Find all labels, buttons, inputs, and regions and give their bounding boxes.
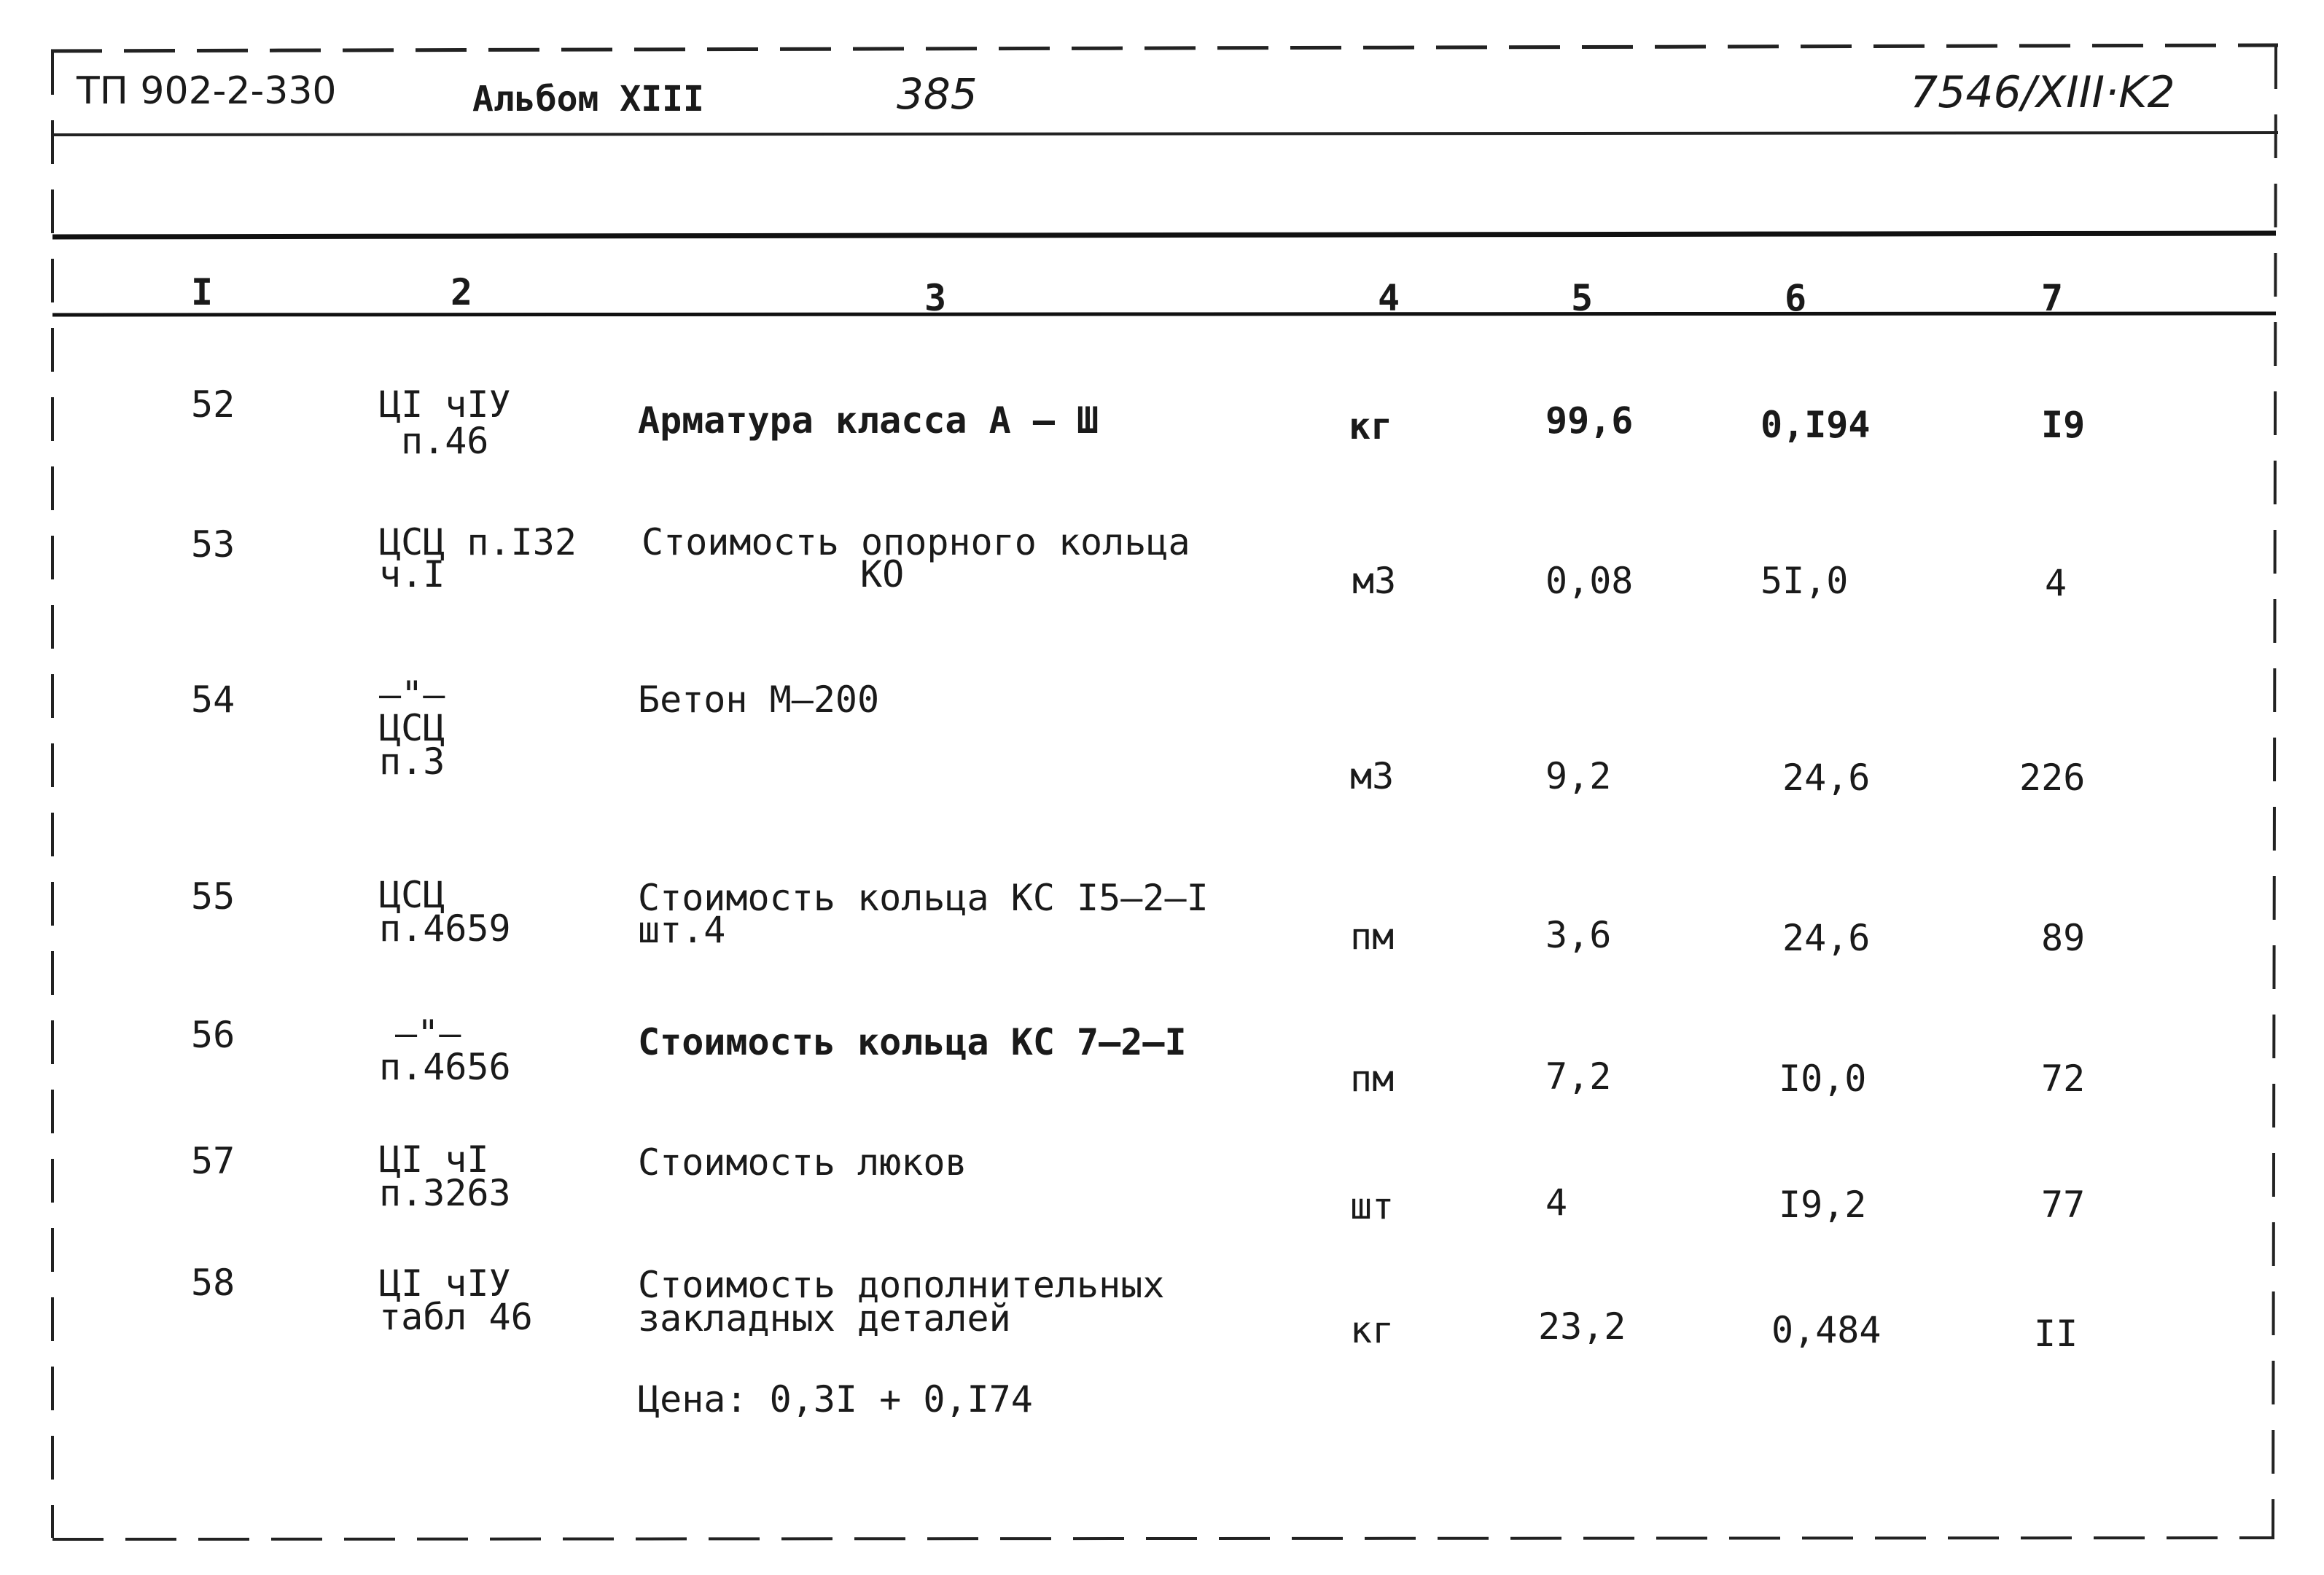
- row-total: 226: [2019, 757, 2086, 799]
- name-line: шт.4: [638, 909, 726, 951]
- row-source: [379, 673, 445, 783]
- row-unit: шт: [1350, 1185, 1395, 1227]
- row-number: 56: [191, 1014, 235, 1056]
- source-line: п.3: [379, 740, 445, 783]
- source-line: табл 46: [379, 1296, 533, 1338]
- row-source: [379, 1262, 533, 1338]
- row-name: Бетон М–200: [638, 679, 880, 721]
- row-number: 55: [191, 875, 235, 918]
- row-total: II: [2034, 1313, 2078, 1355]
- row-price: I9,2: [1779, 1184, 1867, 1226]
- row-quantity: 7,2: [1545, 1055, 1612, 1098]
- row-number: 54: [191, 679, 235, 721]
- source-line: п.3263: [379, 1172, 511, 1214]
- column-header-1: I: [191, 271, 214, 313]
- row-quantity: 23,2: [1538, 1305, 1626, 1348]
- row-total: 77: [2041, 1184, 2086, 1226]
- source-line: ЦСЦ: [379, 874, 445, 916]
- source-line: ЦI чI: [379, 1138, 489, 1181]
- row-quantity: 3,6: [1545, 914, 1612, 956]
- source-line: п.46: [401, 420, 489, 462]
- name-line: Стоимость опорного кольца: [642, 521, 1190, 563]
- row-total: 72: [2041, 1058, 2086, 1100]
- source-line: п.4659: [379, 907, 511, 950]
- row-price: 0,484: [1771, 1309, 1882, 1351]
- source-line: ЦСЦ п.I32: [379, 521, 577, 563]
- name-line: Стоимость дополнительных: [638, 1264, 1165, 1306]
- name-line: КО: [860, 553, 905, 595]
- row-source: [379, 874, 511, 950]
- row-name: Стоимость кольца КС 7–2–I: [638, 1021, 1187, 1063]
- row-total: 89: [2041, 917, 2086, 959]
- column-header-4: 4: [1378, 277, 1400, 319]
- column-header-6: 6: [1785, 277, 1807, 319]
- source-line: ЦI чIУ: [379, 1262, 511, 1305]
- row-unit: пм: [1350, 915, 1395, 958]
- row-price: 5I,0: [1760, 560, 1849, 602]
- album-label: Альбом XIII: [472, 79, 704, 120]
- project-code: ТП 902-2-330: [77, 69, 337, 113]
- row-number: 52: [191, 383, 235, 426]
- row-unit: кг: [1350, 1309, 1395, 1351]
- price-note: Цена: 0,3I + 0,I74: [638, 1378, 1033, 1420]
- row-unit: м3: [1350, 755, 1395, 797]
- row-quantity: 99,6: [1545, 399, 1634, 442]
- column-header-5: 5: [1571, 277, 1594, 319]
- row-quantity: 9,2: [1545, 755, 1612, 797]
- row-quantity: 4: [1545, 1181, 1568, 1224]
- row-unit: м3: [1352, 560, 1397, 602]
- row-name: [642, 521, 1190, 595]
- source-line: –"–: [395, 1012, 461, 1055]
- source-line: ЦСЦ: [379, 707, 445, 749]
- row-source: [379, 383, 511, 462]
- column-header-3: 3: [924, 277, 947, 319]
- source-line: п.4656: [379, 1046, 511, 1088]
- name-line: закладных деталей: [638, 1297, 1011, 1340]
- row-price: 24,6: [1782, 917, 1871, 959]
- row-source: [379, 521, 577, 595]
- column-header-7: 7: [2041, 277, 2064, 319]
- source-line: ЦI чIУ: [379, 383, 511, 426]
- column-header-2: 2: [451, 271, 473, 313]
- row-price: I0,0: [1779, 1058, 1867, 1100]
- row-price: 24,6: [1782, 757, 1871, 799]
- row-name: Стоимость люков: [638, 1141, 967, 1184]
- page-number: 385: [897, 69, 978, 119]
- source-line: ч.I: [379, 553, 445, 595]
- row-unit: пм: [1350, 1058, 1395, 1100]
- row-price: 0,I94: [1760, 404, 1871, 446]
- row-name: [638, 877, 1209, 951]
- row-name: Арматура класса А – Ш: [638, 399, 1099, 442]
- row-total: 4: [2045, 562, 2067, 604]
- row-source: [379, 1012, 511, 1088]
- row-number: 53: [191, 523, 235, 566]
- row-number: 58: [191, 1262, 235, 1304]
- name-line: Стоимость кольца КС I5–2–I: [638, 877, 1209, 919]
- row-unit: кг: [1349, 405, 1393, 448]
- row-quantity: 0,08: [1545, 560, 1634, 602]
- row-source: [379, 1138, 511, 1214]
- source-line: –"–: [379, 673, 445, 716]
- row-total: I9: [2041, 404, 2086, 446]
- row-number: 57: [191, 1140, 235, 1182]
- row-name: [638, 1264, 1165, 1340]
- sheet-reference: 7546/XIII·K2: [1910, 67, 2175, 118]
